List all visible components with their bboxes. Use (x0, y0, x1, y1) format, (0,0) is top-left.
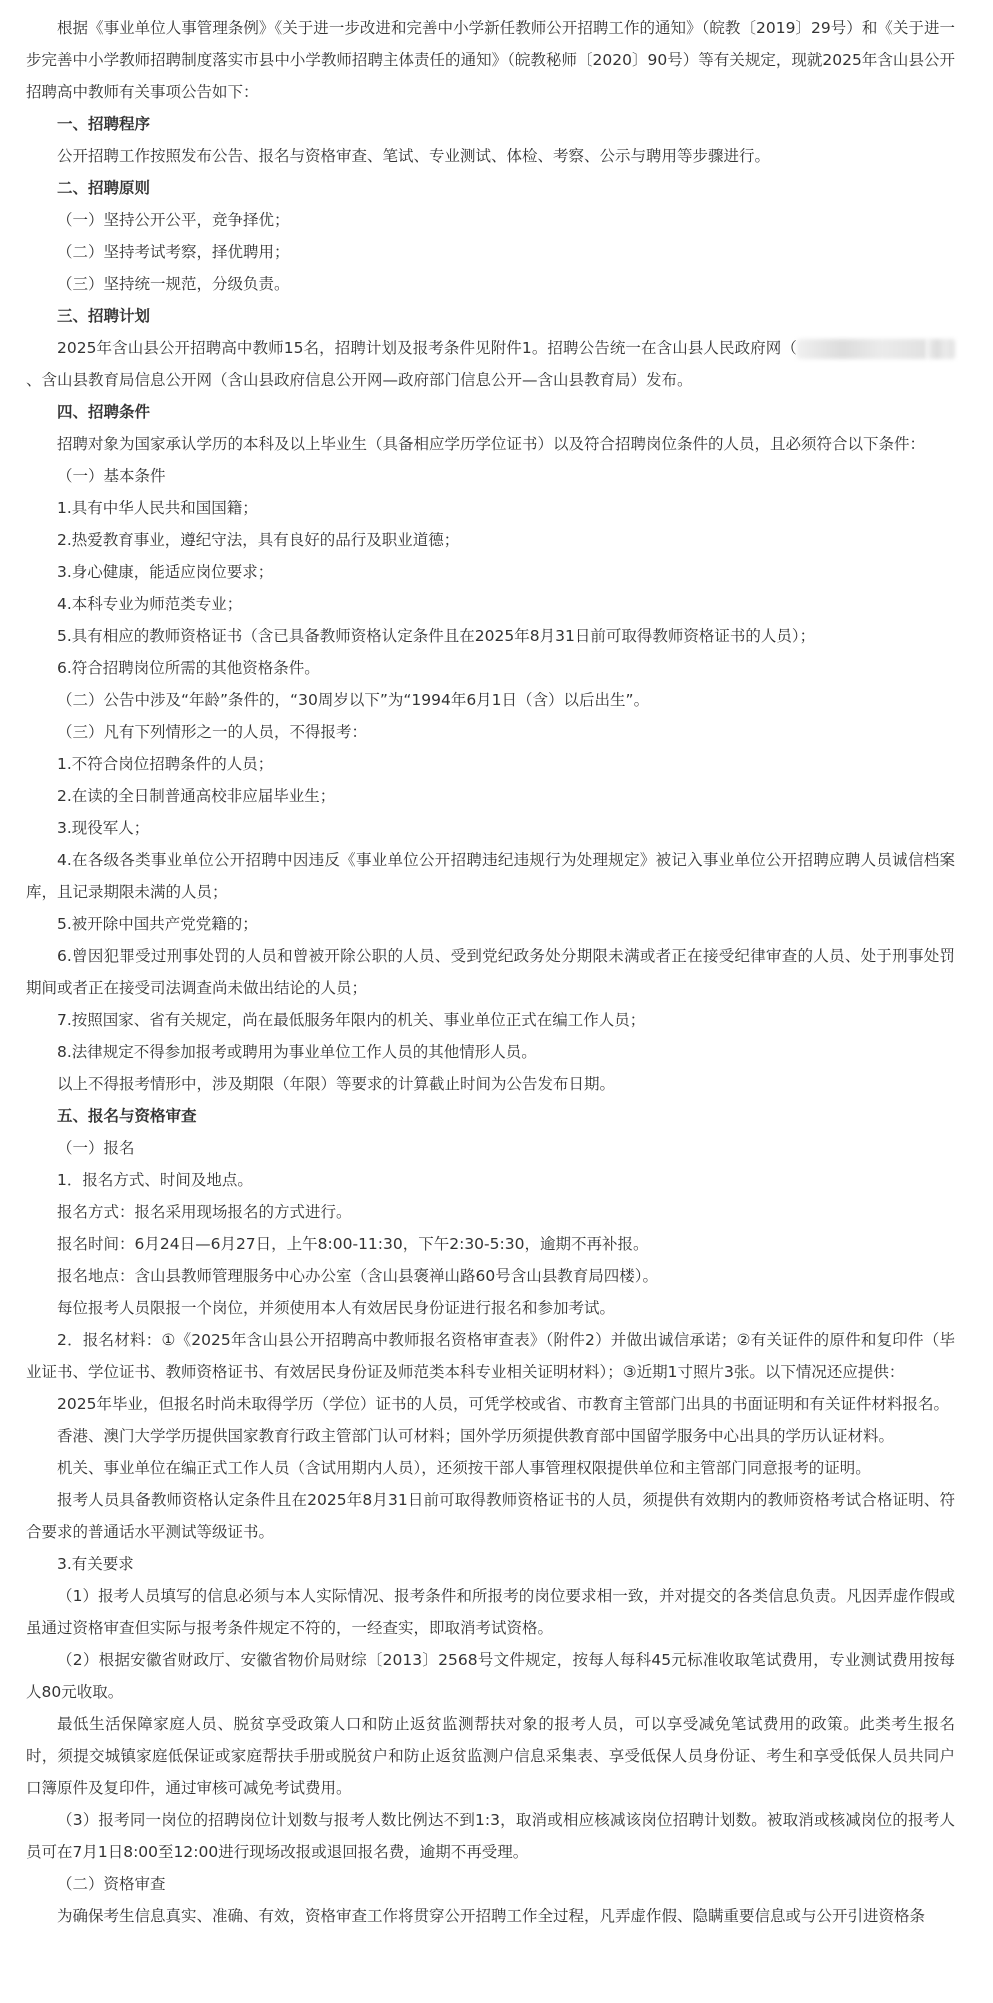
paragraph: 3.现役军人； (57, 819, 150, 837)
paragraph: 以上不得报考情形中，涉及期限（年限）等要求的计算截止时间为公告发布日期。 (57, 1075, 616, 1093)
paragraph: 2．报名材料：①《2025年含山县公开招聘高中教师报名资格审查表》（附件2）并做出诚信承诺；②有关证件的原件和复印件（毕业证书、学位证书、教师资格证书、有效居民身份证及师范类本科专业相关证明材料）；③近期1寸照片3张。以下情况还应提供： (26, 1331, 955, 1381)
paragraph: 机关、事业单位在编正式工作人员（含试用期内人员），还须按干部人事管理权限提供单位和主管部门同意报考的证明。 (57, 1459, 871, 1477)
paragraph: 报名方式：报名采用现场报名的方式进行。 (57, 1203, 352, 1221)
paragraph: 香港、澳门大学学历提供国家教育行政主管部门认可材料；国外学历须提供教育部中国留学服务中心出具的学历认证材料。 (57, 1427, 895, 1445)
paragraph: 6.符合招聘岗位所需的其他资格条件。 (57, 659, 320, 677)
paragraph: 报名时间：6月24日—6月27日，上午8:00-11:30，下午2:30-5:30，逾期不再补报。 (57, 1235, 649, 1253)
paragraph: 报考人员具备教师资格认定条件且在2025年8月31日前可取得教师资格证书的人员，须提供有效期内的教师资格考试合格证明、符合要求的普通话水平测试等级证书。 (26, 1491, 955, 1541)
intro-paragraph: 根据《事业单位人事管理条例》《关于进一步改进和完善中小学新任教师公开招聘工作的通知》（皖教〔2019〕29号）和《关于进一步完善中小学教师招聘制度落实市县中小学教师招聘主体责任的通知》（皖教秘师〔2020〕90号）等有关规定，现就2025年含山县公开招聘高中教师有关事项公告如下： (26, 19, 955, 101)
paragraph: （1）报考人员填写的信息必须与本人实际情况、报考条件和所报考的岗位要求相一致，并对提交的各类信息负责。凡因弄虚作假或虽通过资格审查但实际与报考条件规定不符的，一经查实，即取消考试资格。 (26, 1587, 955, 1637)
paragraph: 每位报考人员限报一个岗位，并须使用本人有效居民身份证进行报名和参加考试。 (57, 1299, 616, 1317)
paragraph: 1.具有中华人民共和国国籍； (57, 499, 258, 517)
paragraph: 4.本科专业为师范类专业； (57, 595, 243, 613)
paragraph: 2.在读的全日制普通高校非应届毕业生； (57, 787, 336, 805)
paragraph: 1．报名方式、时间及地点。 (57, 1171, 253, 1189)
section-heading: 三、招聘计划 (57, 307, 151, 325)
section-heading: 一、招聘程序 (57, 115, 151, 133)
paragraph: 7.按照国家、省有关规定，尚在最低服务年限内的机关、事业单位正式在编工作人员； (57, 1011, 646, 1029)
redacted-url (797, 339, 927, 359)
paragraph: （2）根据安徽省财政厅、安徽省物价局财综〔2013〕2568号文件规定，按每人每科45元标准收取笔试费用，专业测试费用按每人80元收取。 (26, 1651, 955, 1701)
paragraph: （一）基本条件 (57, 467, 166, 485)
plan-paragraph (26, 332, 955, 396)
paragraph: （三）坚持统一规范，分级负责。 (57, 275, 290, 293)
paragraph: （二）坚持考试考察，择优聘用； (57, 243, 290, 261)
paragraph: 6.曾因犯罪受过刑事处罚的人员和曾被开除公职的人员、受到党纪政务处分期限未满或者正在接受纪律审查的人员、处于刑事处罚期间或者正在接受司法调查尚未做出结论的人员； (26, 947, 955, 997)
paragraph: （二）公告中涉及“年龄”条件的，“30周岁以下”为“1994年6月1日（含）以后出生”。 (57, 691, 650, 709)
paragraph: 5.具有相应的教师资格证书（含已具备教师资格认定条件且在2025年8月31日前可取得教师资格证书的人员）； (57, 627, 816, 645)
paragraph: 1.不符合岗位招聘条件的人员； (57, 755, 274, 773)
redacted-url-wrap (927, 339, 955, 359)
paragraph: 报名地点：含山县教师管理服务中心办公室（含山县褒禅山路60号含山县教育局四楼）。 (57, 1267, 658, 1285)
paragraph: 4.在各级各类事业单位公开招聘中因违反《事业单位公开招聘违纪违规行为处理规定》被记入事业单位公开招聘应聘人员诚信档案库，且记录期限未满的人员； (26, 851, 955, 901)
paragraph: 8.法律规定不得参加报考或聘用为事业单位工作人员的其他情形人员。 (57, 1043, 537, 1061)
paragraph: 5.被开除中国共产党党籍的； (57, 915, 258, 933)
section-heading: 四、招聘条件 (57, 403, 151, 421)
paragraph: 3.有关要求 (57, 1555, 134, 1573)
plan-text-part1: 2025年含山县公开招聘高中教师15名，招聘计划及报考条件见附件1。招聘公告统一在含山县人民政府网（ (57, 339, 797, 357)
paragraph: 为确保考生信息真实、准确、有效，资格审查工作将贯穿公开招聘工作全过程，凡弄虚作假、隐瞒重要信息或与公开引进资格条 (57, 1907, 926, 1925)
paragraph: 2025年毕业，但报名时尚未取得学历（学位）证书的人员，可凭学校或省、市教育主管部门出具的书面证明和有关证件材料报名。 (57, 1395, 949, 1413)
paragraph: （二）资格审查 (57, 1875, 166, 1893)
section-heading: 五、报名与资格审查 (57, 1107, 197, 1125)
paragraph: 最低生活保障家庭人员、脱贫享受政策人口和防止返贫监测帮扶对象的报考人员，可以享受减免笔试费用的政策。此类考生报名时，须提交城镇家庭低保证或家庭帮扶手册或脱贫户和防止返贫监测户信息采集表、享受低保人员身份证、考生和享受低保人员共同户口簿原件及复印件，通过审核可减免考试费用。 (26, 1715, 955, 1797)
paragraph: （一）报名 (57, 1139, 135, 1157)
plan-text-part2: 、含山县教育局信息公开网（含山县政府信息公开网—政府部门信息公开—含山县教育局）发布。 (26, 371, 693, 389)
paragraph: （3）报考同一岗位的招聘岗位计划数与报考人数比例达不到1:3，取消或相应核减该岗位招聘计划数。被取消或核减岗位的报考人员可在7月1日8:00至12:00进行现场改报或退回报名费，逾期不再受理。 (26, 1811, 955, 1861)
section-heading: 二、招聘原则 (57, 179, 151, 197)
paragraph: 招聘对象为国家承认学历的本科及以上毕业生（具备相应学历学位证书）以及符合招聘岗位条件的人员，且必须符合以下条件： (57, 435, 926, 453)
paragraph: 2.热爱教育事业，遵纪守法，具有良好的品行及职业道德； (57, 531, 460, 549)
paragraph: 3.身心健康，能适应岗位要求； (57, 563, 274, 581)
paragraph: （一）坚持公开公平，竞争择优； (57, 211, 290, 229)
paragraph: 公开招聘工作按照发布公告、报名与资格审查、笔试、专业测试、体检、考察、公示与聘用等步骤进行。 (57, 147, 771, 165)
paragraph: （三）凡有下列情形之一的人员，不得报考： (57, 723, 368, 741)
